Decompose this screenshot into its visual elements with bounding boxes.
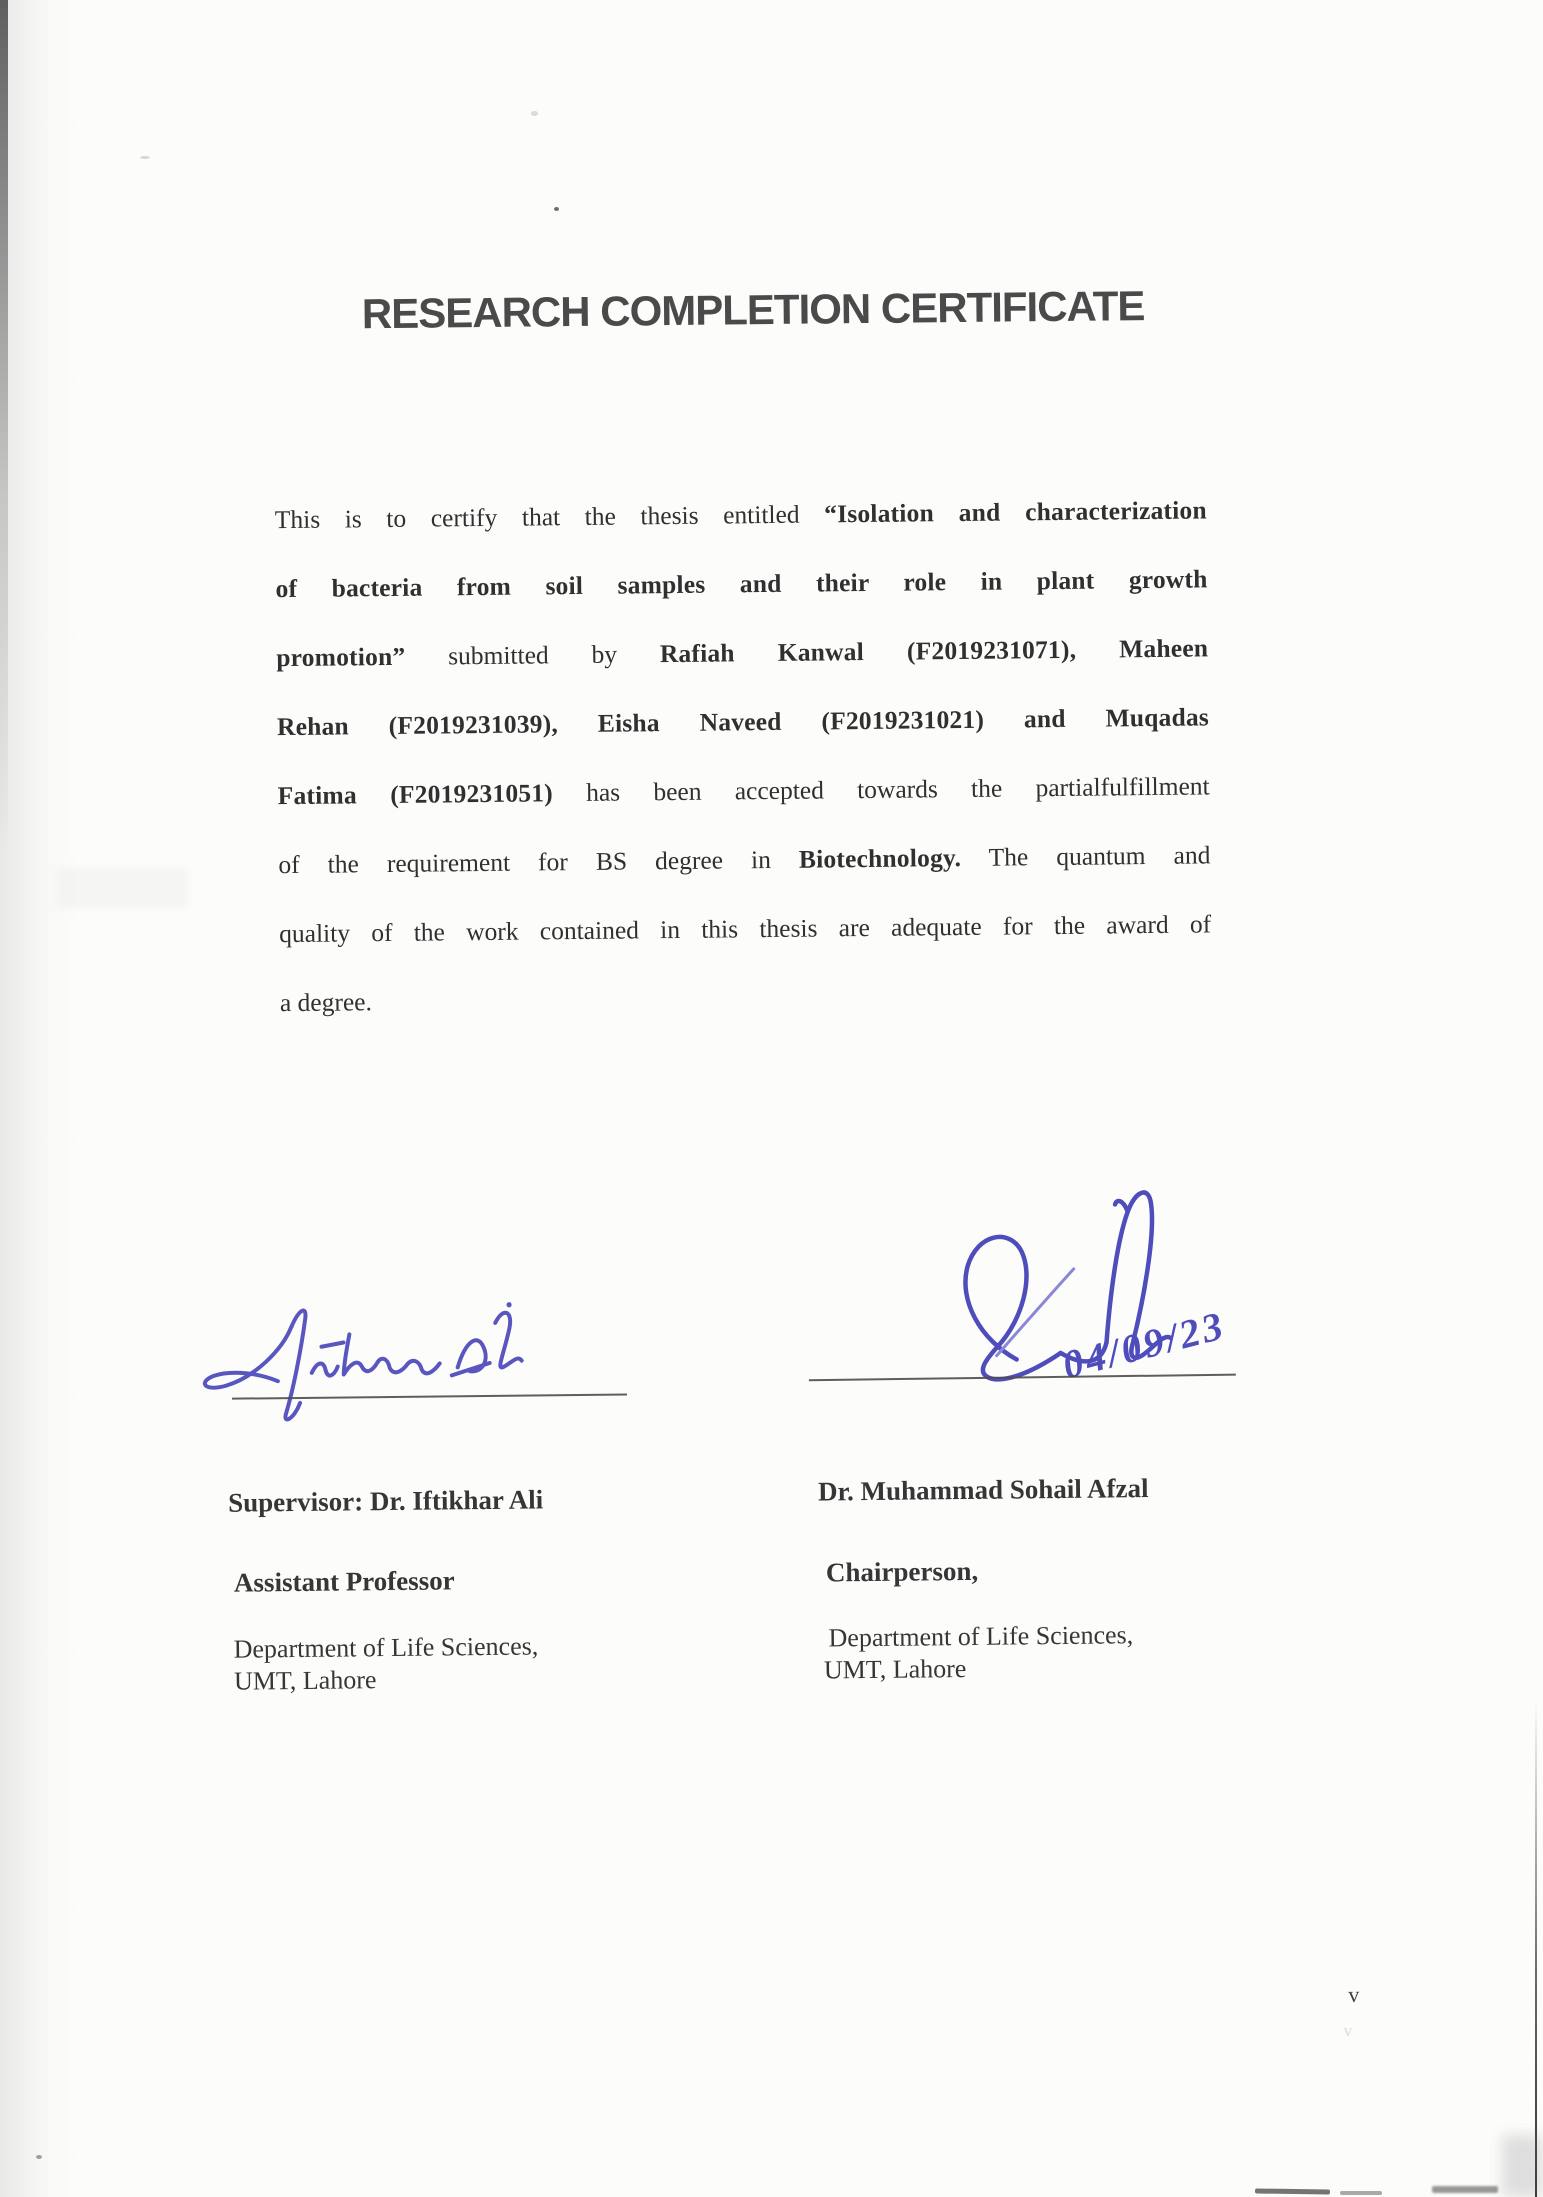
- body-line: [277, 751, 1210, 830]
- chairperson-title-line: Chairperson,: [825, 1555, 979, 1588]
- body-line: [274, 475, 1207, 554]
- body-text-segment: Rafiah Kanwal (F2019231071), Maheen: [659, 633, 1209, 669]
- body-text-segment: Rehan (F2019231039), Eisha Naveed (F2019231021) and Muqadas: [276, 702, 1210, 742]
- body-text-segment: of bacteria from soil samples and their role in plant growth: [275, 564, 1208, 604]
- body-text-segment: a degree.: [279, 987, 373, 1018]
- chairperson-university-line: UMT, Lahore: [823, 1653, 967, 1685]
- signature-date: 04/09/23: [1057, 1302, 1231, 1388]
- body-text-segment: promotion”: [276, 641, 406, 673]
- body-text-segment: This is to certify that the thesis entitled: [274, 499, 825, 535]
- supervisor-signature-handwriting: [171, 1265, 533, 1439]
- chairperson-signature-handwriting: [906, 1144, 1304, 1413]
- supervisor-title-line: Assistant Professor: [233, 1565, 455, 1598]
- body-text-segment: The quantum and: [960, 840, 1211, 873]
- body-text-segment: has been accepted towards the partialfulfillment: [552, 771, 1210, 808]
- page-title: RESEARCH COMPLETION CERTIFICATE: [361, 282, 1145, 338]
- body-text-segment: Biotechnology.: [798, 843, 962, 874]
- scan-smudge: [1340, 2191, 1382, 2195]
- chairperson-department-line: Department of Life Sciences,: [828, 1620, 1134, 1653]
- supervisor-department-line: Department of Life Sciences,: [233, 1631, 539, 1664]
- body-text-segment: submitted by: [405, 639, 661, 671]
- body-line: [280, 958, 1213, 1037]
- body-text-segment: quality of the work contained in this thesis are adequate for the award of: [279, 909, 1212, 949]
- body-line: [279, 889, 1212, 968]
- body-text-segment: of the requirement for BS degree in: [278, 844, 800, 880]
- supervisor-university-line: UMT, Lahore: [233, 1665, 377, 1696]
- body-text-segment: “Isolation and characterization: [824, 495, 1207, 529]
- page-number-ghost: v: [1343, 2020, 1353, 2041]
- supervisor-name-line: Supervisor: Dr. Iftikhar Ali: [227, 1484, 544, 1518]
- body-line: [278, 820, 1211, 899]
- body-line: [277, 682, 1210, 761]
- page-number: v: [1348, 1981, 1360, 2008]
- body-text-segment: Fatima (F2019231051): [277, 778, 554, 811]
- body-line: [276, 613, 1209, 692]
- body-line: [275, 544, 1208, 623]
- certificate-body: [274, 475, 1212, 1037]
- chairperson-name-line: Dr. Muhammad Sohail Afzal: [817, 1473, 1149, 1507]
